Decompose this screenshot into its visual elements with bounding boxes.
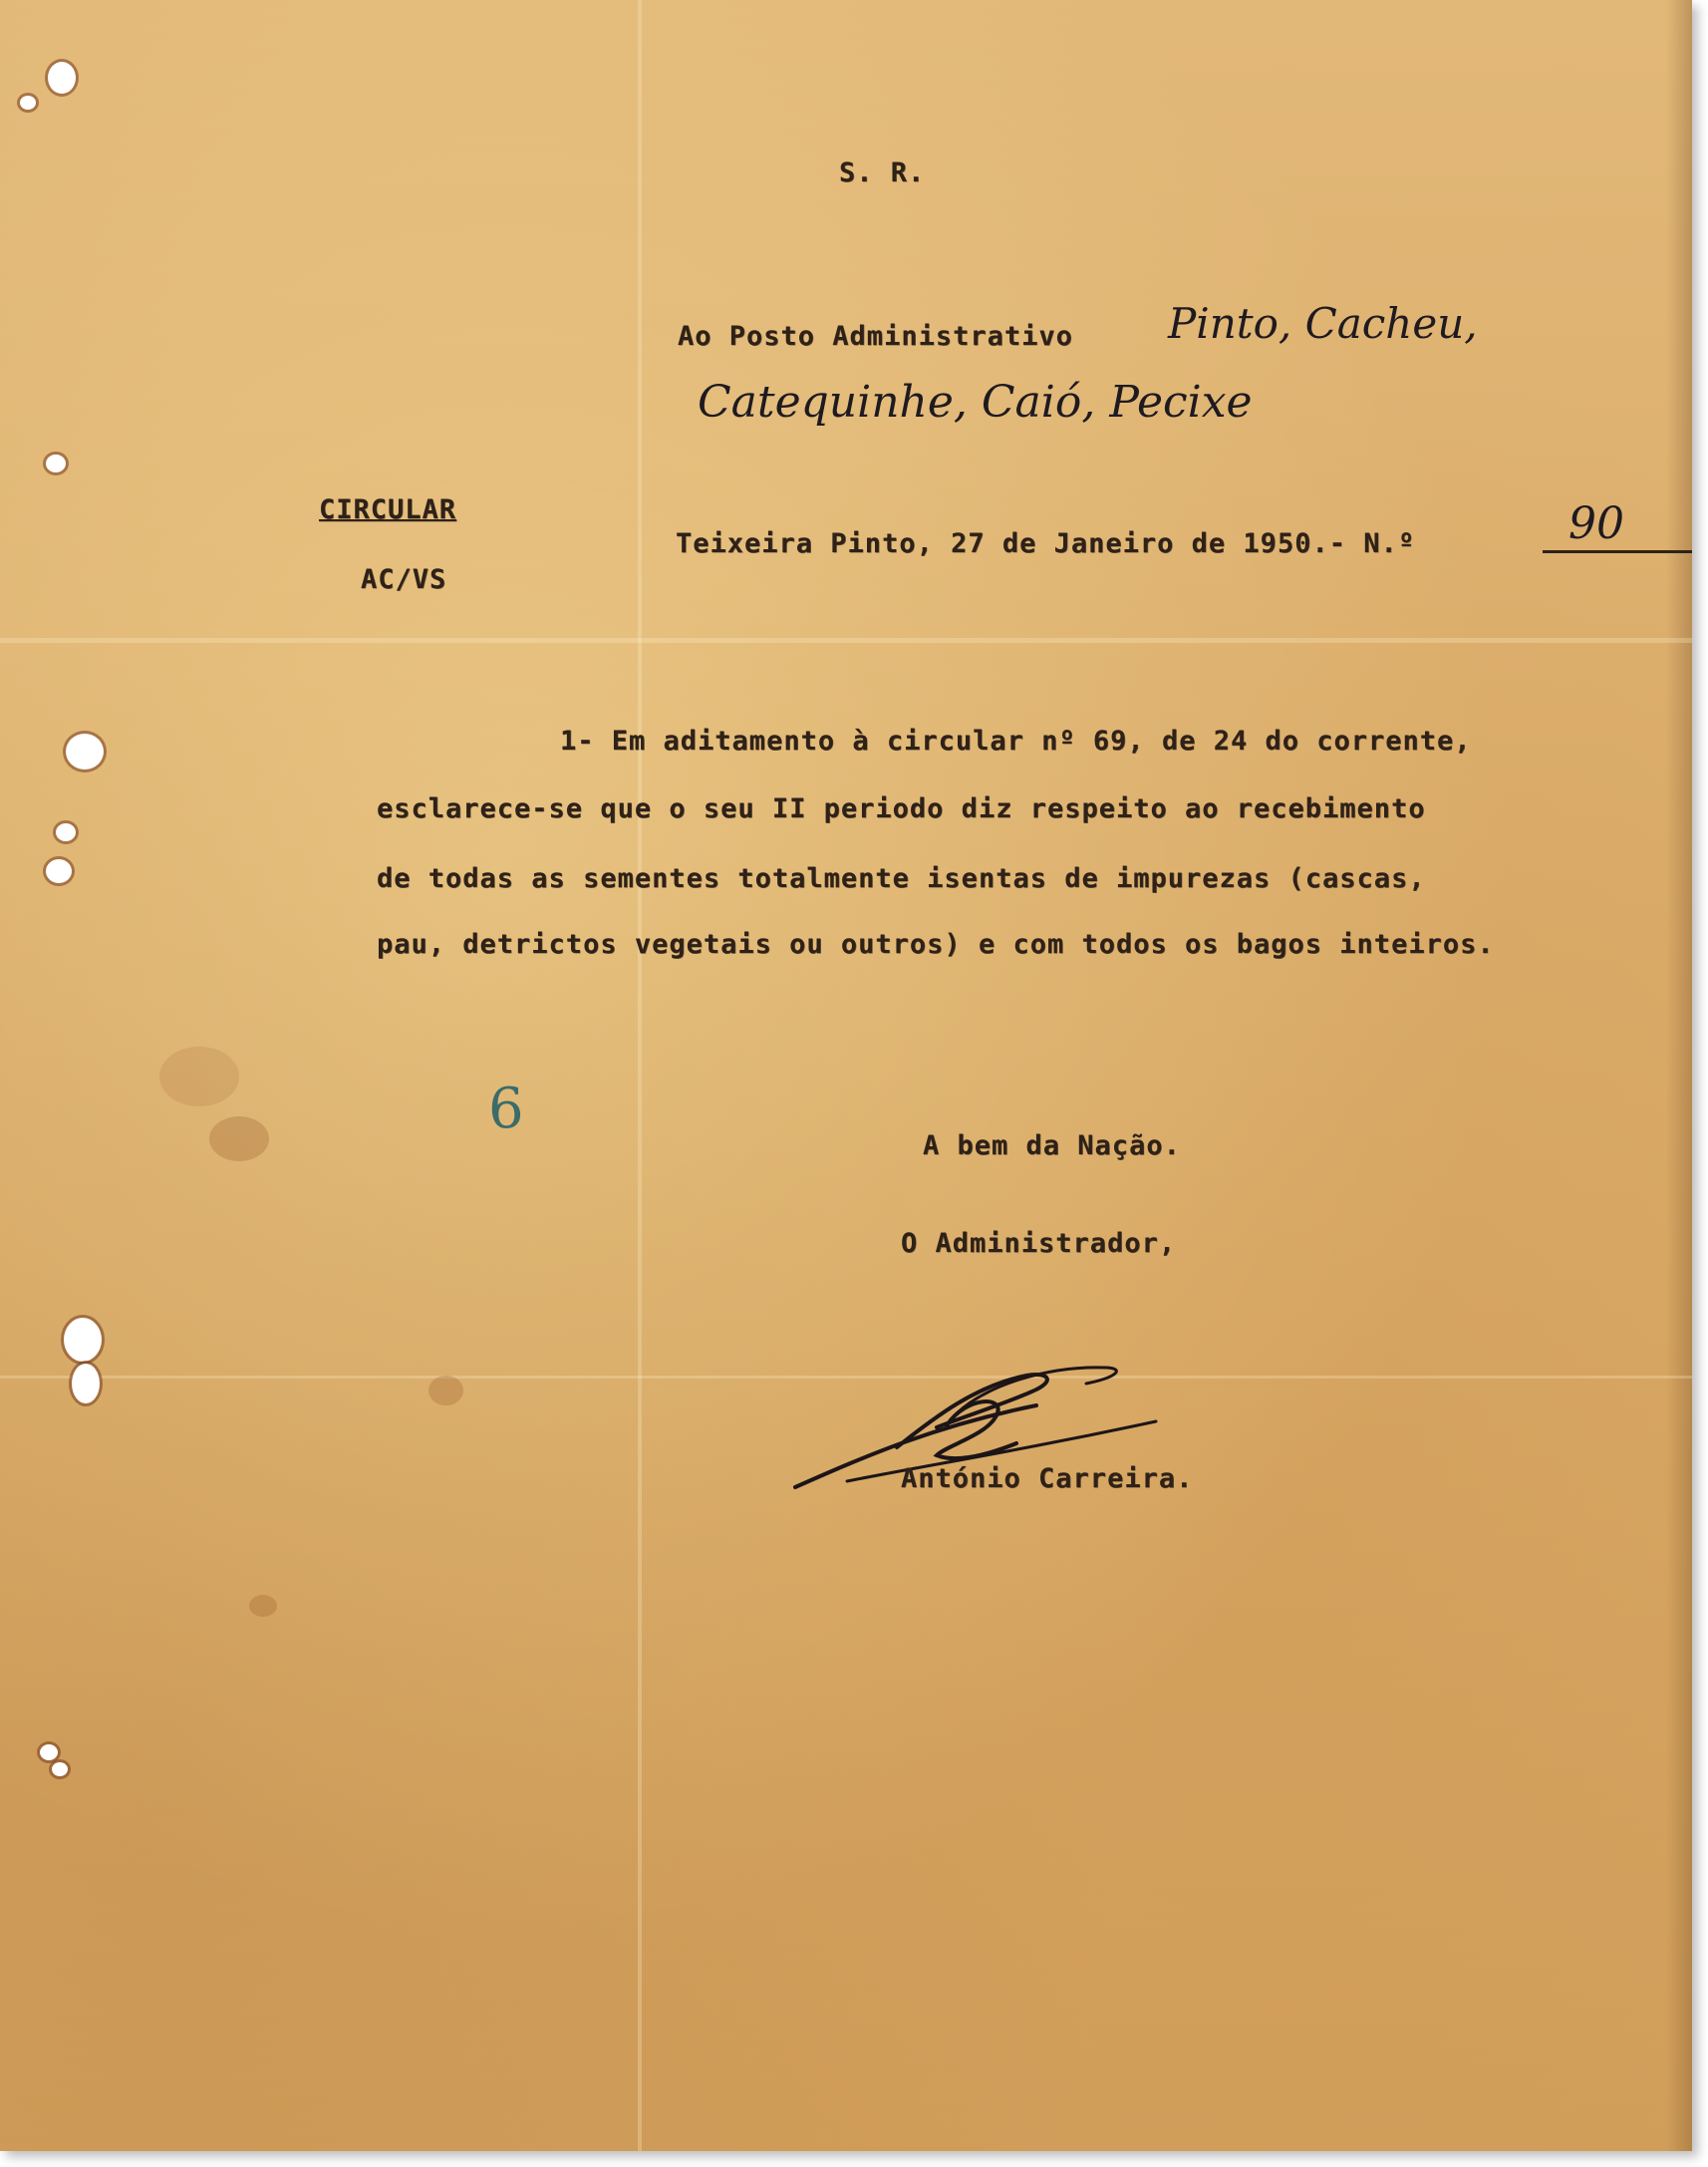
paper-crease bbox=[0, 638, 1692, 643]
circular-label: CIRCULAR bbox=[319, 494, 457, 525]
paper-crease bbox=[638, 0, 642, 2151]
paper-stain bbox=[159, 1047, 239, 1106]
body-line-3: de todas as sementes totalmente isentas de impurezas (cascas, bbox=[377, 863, 1426, 894]
signatory-title: O Administrador, bbox=[901, 1228, 1177, 1259]
addressee-typed: Ao Posto Administrativo bbox=[678, 321, 1073, 352]
punch-hole bbox=[48, 62, 76, 94]
punch-hole bbox=[64, 1318, 102, 1362]
circular-number: 90 bbox=[1568, 498, 1624, 549]
addressee-handwritten-line2: Catequinhe, Caió, Pecixe bbox=[698, 377, 1253, 428]
body-line-2: esclarece-se que o seu II periodo diz respeito ao recebimento bbox=[377, 793, 1426, 824]
body-line-1: 1- Em aditamento à circular nº 69, de 24 do corrente, bbox=[560, 726, 1472, 757]
punch-hole bbox=[56, 823, 76, 841]
paper-stain bbox=[209, 1116, 269, 1161]
addressee-handwritten-line1: Pinto, Cacheu, bbox=[1168, 299, 1478, 348]
paper-stain bbox=[249, 1595, 277, 1617]
paper-stain bbox=[428, 1376, 463, 1405]
punch-hole bbox=[40, 1744, 58, 1760]
punch-hole bbox=[20, 96, 36, 110]
date-line: Teixeira Pinto, 27 de Janeiro de 1950.- N.º bbox=[676, 528, 1415, 559]
punch-hole bbox=[46, 859, 72, 883]
page-edge-shadow bbox=[1666, 0, 1692, 2151]
reference-code: AC/VS bbox=[361, 564, 447, 595]
number-underline bbox=[1543, 550, 1692, 553]
punch-hole bbox=[66, 734, 104, 770]
margin-note: 6 bbox=[488, 1077, 524, 1141]
punch-hole bbox=[46, 455, 66, 472]
body-line-4: pau, detrictos vegetais ou outros) e com todos os bagos inteiros. bbox=[377, 929, 1495, 960]
punch-hole bbox=[52, 1762, 68, 1776]
signatory-name: António Carreira. bbox=[901, 1463, 1194, 1494]
header-mark: S. R. bbox=[839, 157, 926, 188]
punch-hole bbox=[72, 1364, 100, 1403]
closing: A bem da Nação. bbox=[923, 1130, 1181, 1161]
